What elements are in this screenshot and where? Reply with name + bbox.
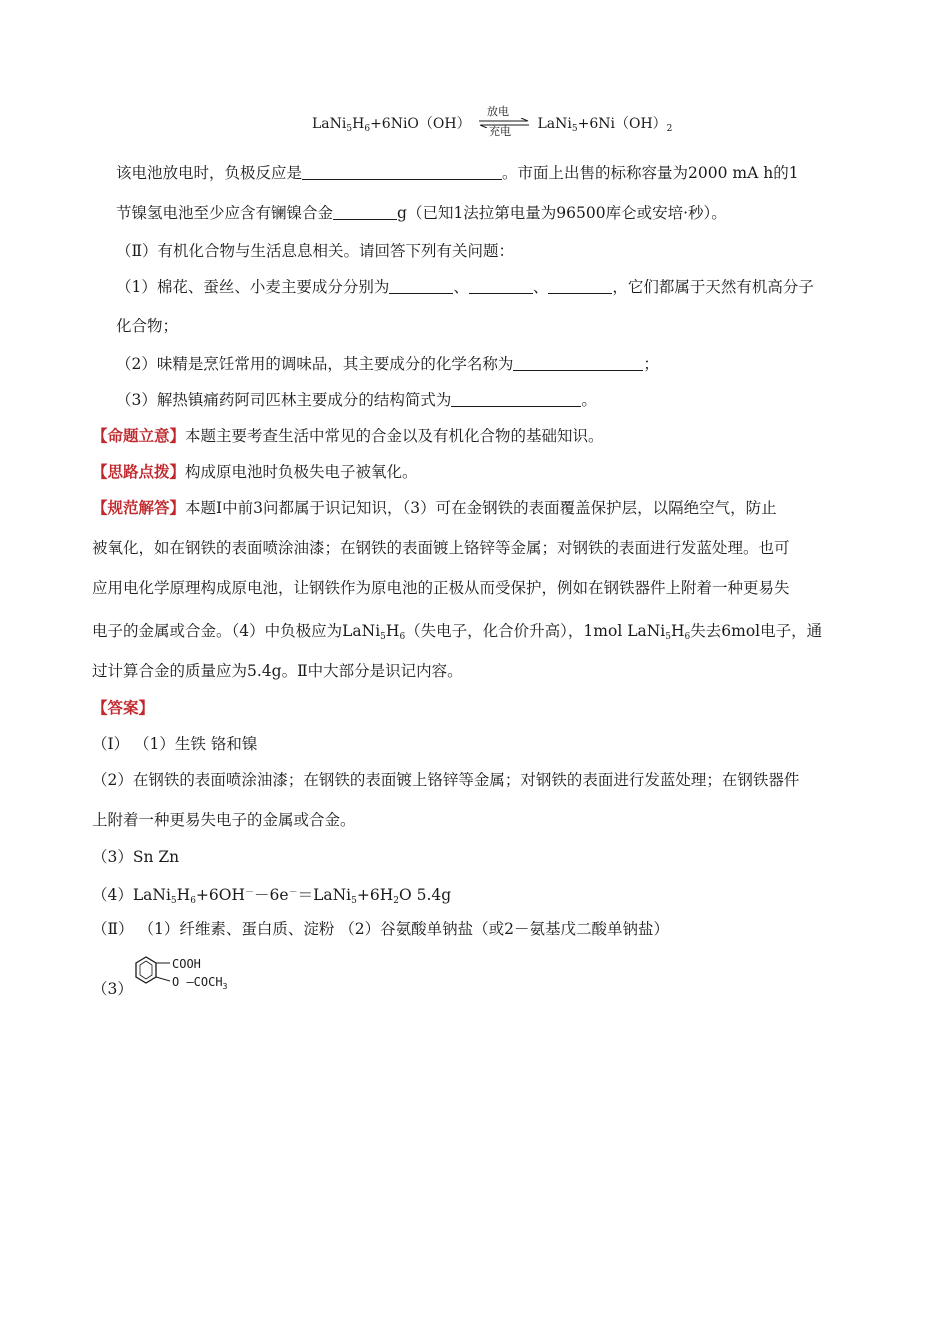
sub: 5 bbox=[665, 632, 671, 642]
guifan-line4 bbox=[92, 620, 862, 648]
eq-sub: 5 bbox=[346, 124, 353, 134]
text: 节镍氢电池至少应含有镧镍合金 bbox=[116, 204, 334, 222]
part2-q2 bbox=[116, 353, 886, 375]
benzene-ring-icon bbox=[130, 955, 260, 997]
part2-q3 bbox=[116, 389, 886, 411]
text: +6OH bbox=[195, 886, 245, 904]
answer-blank bbox=[389, 277, 453, 294]
answer-blank bbox=[548, 277, 612, 294]
eq-left-rest: +6NiO（OH） bbox=[370, 116, 471, 132]
eq-h: H bbox=[352, 116, 365, 132]
part2-q1-cont: 化合物； bbox=[116, 317, 179, 335]
text: 。市面上出售的标称容量为2000 mA h的1 bbox=[502, 164, 799, 182]
text: 该电池放电时，负极反应是 bbox=[116, 164, 303, 182]
struct-cooh: COOH bbox=[172, 957, 201, 971]
answer-a2-line2: 上附着一种更易失电子的金属或合金。 bbox=[92, 811, 356, 829]
eq-sub: 5 bbox=[571, 124, 578, 134]
sub: 5 bbox=[351, 896, 357, 906]
arrow-label-charge: 充电 bbox=[489, 125, 512, 138]
text: （3）解热镇痛药阿司匹林主要成分的结构简式为 bbox=[116, 391, 452, 409]
text: 电子的金属或合金。（4）中负极应为LaNi bbox=[92, 622, 381, 640]
text: （失电子，化合价升高），1mol LaNi bbox=[405, 622, 666, 640]
answer-a4 bbox=[92, 882, 862, 912]
para1-line2 bbox=[116, 202, 886, 224]
answer-blank bbox=[451, 390, 581, 407]
silu-line bbox=[92, 461, 862, 483]
eq-left-formula: LaNi bbox=[312, 116, 347, 132]
guifan-line1 bbox=[92, 497, 862, 519]
answer-blank bbox=[513, 354, 643, 371]
eq-sub: 2 bbox=[666, 124, 673, 134]
text: 、 bbox=[532, 278, 549, 296]
sub: 5 bbox=[380, 632, 386, 642]
sub: 6 bbox=[684, 632, 691, 642]
answer-a1: （Ⅰ） （1）生铁 铬和镍 bbox=[92, 735, 258, 753]
text: ； bbox=[643, 355, 659, 373]
arrow-label-discharge: 放电 bbox=[487, 105, 510, 118]
guifan-line3: 应用电化学原理构成原电池，让钢铁作为原电池的正极从而受保护，例如在钢铁器件上附着一种更易失 bbox=[92, 579, 790, 597]
text: 本题主要考查生活中常见的合金以及有机化合物的基础知识。 bbox=[185, 427, 604, 445]
eq-right-formula: LaNi bbox=[537, 116, 572, 132]
text: ＝LaNi bbox=[297, 886, 352, 904]
sup: － bbox=[288, 888, 298, 898]
struct-ocoo bbox=[172, 975, 228, 991]
text: g（已知1法拉第电量为96500库仑或安培·秒）。 bbox=[397, 204, 727, 222]
struct-sub3: 3 bbox=[222, 982, 228, 991]
sub: 6 bbox=[399, 632, 406, 642]
reversible-arrow bbox=[477, 105, 531, 138]
aspirin-structure bbox=[130, 955, 260, 1001]
struct-ocoo-text: O —COCH bbox=[172, 975, 223, 989]
sup: － bbox=[245, 888, 255, 898]
text: 、 bbox=[453, 278, 469, 296]
text: +6H bbox=[356, 886, 394, 904]
sub: 6 bbox=[190, 896, 196, 906]
text: 。 bbox=[581, 391, 597, 409]
text: O 5.4g bbox=[398, 886, 452, 904]
eq-right-rest: +6Ni（OH） bbox=[577, 116, 667, 132]
text: （2）味精是烹饪常用的调味品，其主要成分的化学名称为 bbox=[116, 355, 514, 373]
text: ，它们都属于天然有机高分子 bbox=[612, 278, 814, 296]
answer-p3-label: （3） bbox=[92, 980, 133, 998]
answer-blank bbox=[469, 277, 533, 294]
text: －6e bbox=[254, 886, 289, 904]
mingti-tag: 【命题立意】 bbox=[92, 426, 186, 445]
eq-sub: 6 bbox=[364, 124, 371, 134]
answer-blank bbox=[333, 203, 397, 220]
sub: 5 bbox=[170, 896, 177, 906]
answer-a2-line1: （2）在钢铁的表面喷涂油漆；在钢铁的表面镀上铬锌等金属；对钢铁的表面进行发蓝处理；在钢铁器件 bbox=[92, 771, 800, 789]
answer-a3: （3）Sn Zn bbox=[92, 848, 180, 866]
text: 失去6mol电子，通 bbox=[690, 622, 823, 640]
text: 构成原电池时负极失电子被氧化。 bbox=[185, 463, 418, 481]
guifan-line2: 被氧化，如在钢铁的表面喷涂油漆；在钢铁的表面镀上铬锌等金属；对钢铁的表面进行发蓝处理。也可 bbox=[92, 539, 790, 557]
text: （1）棉花、蚕丝、小麦主要成分分别为 bbox=[116, 278, 390, 296]
text: （4）LaNi bbox=[92, 886, 171, 904]
sub: 2 bbox=[393, 896, 399, 906]
answer-blank bbox=[302, 163, 502, 180]
text: H bbox=[176, 886, 191, 904]
text: 本题Ⅰ中前3问都属于识记知识，（3）可在金钢铁的表面覆盖保护层，以隔绝空气，防止 bbox=[185, 499, 777, 517]
guifan-tag: 【规范解答】 bbox=[92, 498, 186, 517]
para1-line1 bbox=[116, 162, 886, 184]
answer-tag: 【答案】 bbox=[92, 698, 155, 717]
text: H bbox=[385, 622, 400, 640]
part2-q1 bbox=[116, 276, 886, 298]
text: H bbox=[671, 622, 685, 640]
reaction-equation bbox=[312, 105, 673, 140]
part2-intro: （Ⅱ）有机化合物与生活息息相关。请回答下列有关问题： bbox=[116, 242, 515, 260]
answer-tag-line bbox=[92, 697, 862, 719]
answer-part2: （Ⅱ） （1）纤维素、蛋白质、淀粉 （2）谷氨酸单钠盐（或2－氨基戊二酸单钠盐） bbox=[92, 920, 669, 938]
guifan-line5: 过计算合金的质量应为5.4g。Ⅱ中大部分是识记内容。 bbox=[92, 662, 463, 680]
mingti-line bbox=[92, 425, 862, 447]
silu-tag: 【思路点拨】 bbox=[92, 462, 186, 481]
